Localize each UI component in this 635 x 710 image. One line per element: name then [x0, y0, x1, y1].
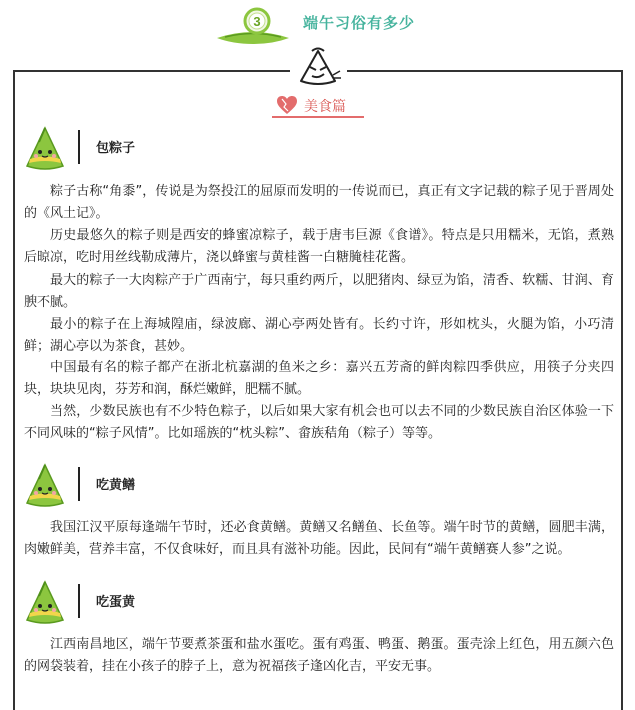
frame-border-top-right — [347, 70, 623, 72]
section-divider — [78, 584, 80, 618]
zongzi-character-icon — [24, 580, 66, 626]
frame-border-right — [621, 70, 623, 710]
section-header-chihuangshan — [24, 463, 324, 509]
category-tag — [270, 91, 366, 121]
zongzi-character-icon — [24, 126, 66, 172]
page-title: 端午习俗有多少 — [303, 14, 416, 32]
badge-number: 3 — [253, 14, 261, 29]
paragraph: 粽子古称“角黍”，传说是为祭投江的屈原而发明的一传说而已，真正有文字记载的粽子见于晋周处的《风土记》。 — [24, 184, 614, 221]
section-divider — [78, 467, 80, 501]
section-title: 包粽子 — [96, 141, 136, 156]
section-header-chidanhuang — [24, 580, 324, 626]
tag-label: 美食篇 — [304, 99, 346, 115]
paragraph: 中国最有名的粽子都产在浙北杭嘉湖的鱼米之乡：嘉兴五芳斋的鲜肉粽四季供应，用筷子分夹四块，块块见肉，芬芳和润，酥烂嫩鲜，肥糯不腻。 — [24, 360, 614, 397]
section-title: 吃黄鳝 — [96, 478, 136, 493]
tag-underline — [272, 116, 364, 118]
mascot-icon — [293, 47, 343, 87]
page-header — [0, 0, 635, 50]
paragraph: 最小的粽子在上海城隍庙，绿波廊、湖心亭两处皆有。长约寸许，形如枕头，火腿为馅，小巧清鲜；湖心亭以为茶食，甚妙。 — [24, 317, 614, 354]
zongzi-character-icon — [24, 463, 66, 509]
section-divider — [78, 130, 80, 164]
section-header-baozongzi — [24, 126, 324, 172]
paragraph: 当然，少数民族也有不少特色粽子，以后如果大家有机会也可以去不同的少数民族自治区体验一下不同风味的“粽子风情”。比如瑶族的“枕头粽”、畲族秸角（粽子）等等。 — [24, 404, 614, 441]
section-title: 吃蛋黄 — [96, 595, 136, 610]
paragraph: 我国江汉平原每逢端午节时，还必食黄鳝。黄鳝又名鳝鱼、长鱼等。端午时节的黄鳝，圆肥丰满，肉嫩鲜美，营养丰富，不仅食味好，而且具有滋补功能。因此，民间有“端午黄鳝赛人参”之说。 — [24, 520, 614, 557]
paragraph: 江西南昌地区，端午节要煮茶蛋和盐水蛋吃。蛋有鸡蛋、鸭蛋、鹅蛋。蛋壳涂上红色，用五颜六色的网袋装着，挂在小孩子的脖子上，意为祝福孩子逢凶化吉，平安无事。 — [24, 637, 614, 674]
frame-border-left — [13, 70, 15, 710]
paragraph: 最大的粽子一大肉粽产于广西南宁，每只重约两斤，以肥猪肉、绿豆为馅，清香、软糯、甘润、育腴不腻。 — [24, 273, 614, 310]
frame-border-top-left — [13, 70, 290, 72]
paragraph: 历史最悠久的粽子则是西安的蜂蜜凉粽子，载于唐韦巨源《食谱》。特点是只用糯米，无馅，煮熟后晾凉，吃时用丝线勒成薄片，浇以蜂蜜与黄桂酱一白糖腌桂花酱。 — [24, 228, 614, 265]
heart-icon — [276, 95, 298, 115]
badge-zongzi-icon — [213, 4, 293, 44]
